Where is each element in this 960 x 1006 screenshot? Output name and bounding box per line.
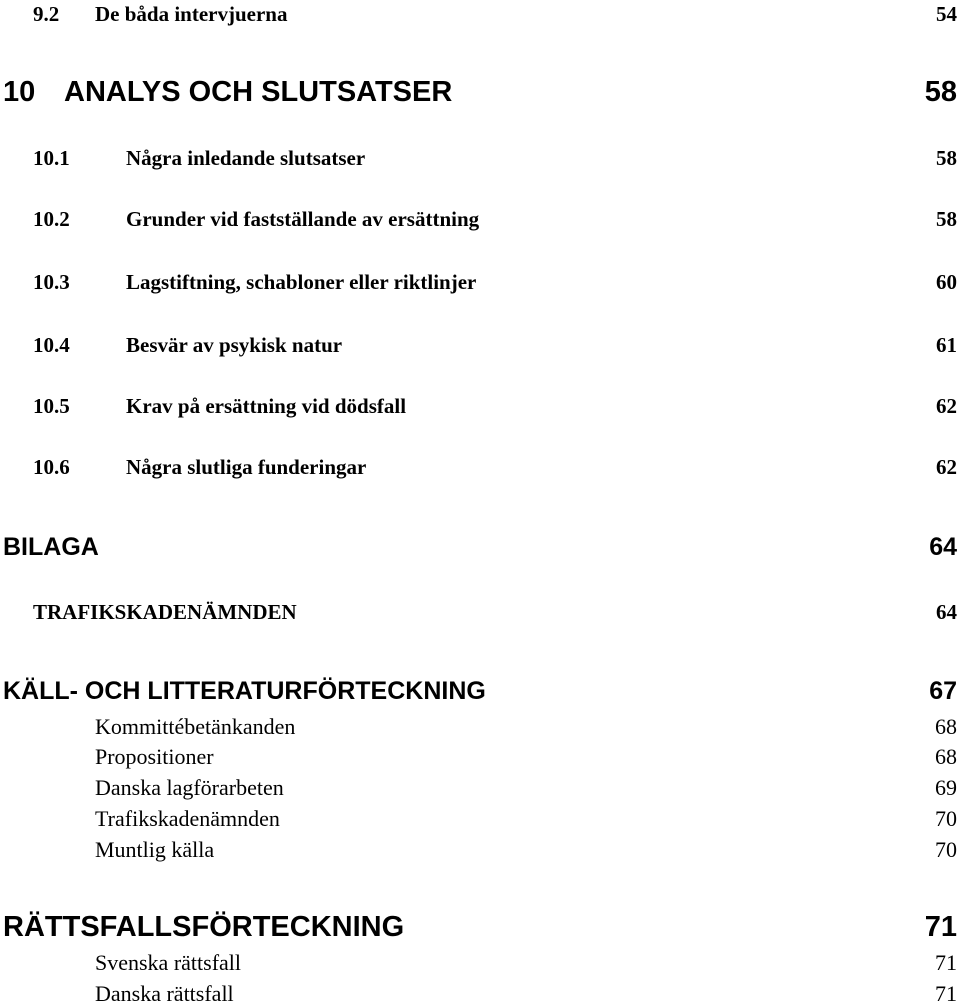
section-number: 10.5 [33, 394, 70, 418]
chapter-title: KÄLL- OCH LITTERATURFÖRTECKNING [3, 677, 486, 705]
section-title: TRAFIKSKADENÄMNDEN [33, 600, 297, 624]
page-number: 69 [935, 775, 957, 800]
section-title: De båda intervjuerna [95, 2, 288, 26]
page-number: 60 [936, 270, 957, 294]
section-number: 10.6 [33, 455, 70, 479]
chapter-title: BILAGA [3, 533, 99, 561]
page-number: 71 [935, 950, 957, 975]
page-number: 58 [936, 207, 957, 231]
section-number: 10.1 [33, 146, 70, 170]
entry-title: Muntlig källa [95, 837, 215, 862]
section-number: 9.2 [33, 2, 60, 26]
section-number: 10.4 [33, 333, 70, 357]
page-number: 54 [936, 2, 957, 26]
page-number: 71 [935, 981, 957, 1006]
entry-title: Danska lagförarbeten [95, 775, 284, 800]
entry-title: Kommittébetänkanden [95, 714, 296, 739]
page-number: 71 [924, 911, 957, 943]
chapter-title: ANALYS OCH SLUTSATSER [64, 76, 453, 108]
page-number: 64 [936, 600, 957, 624]
entry-title: Danska rättsfall [95, 981, 234, 1006]
section-title: Krav på ersättning vid dödsfall [126, 394, 407, 418]
page-number: 58 [936, 146, 957, 170]
section-title: Grunder vid fastställande av ersättning [126, 207, 480, 231]
page-number: 62 [936, 455, 957, 479]
page-number: 67 [929, 677, 957, 705]
chapter-title: RÄTTSFALLSFÖRTECKNING [3, 911, 405, 943]
section-title: Lagstiftning, schabloner eller riktlinjer [126, 270, 477, 294]
page-number: 64 [929, 533, 957, 561]
page-number: 70 [935, 837, 957, 862]
page-number: 68 [935, 744, 957, 769]
chapter-number: 10 [3, 76, 36, 108]
page-number: 68 [935, 714, 957, 739]
page-number: 62 [936, 394, 957, 418]
entry-title: Svenska rättsfall [95, 950, 242, 975]
section-title: Besvär av psykisk natur [126, 333, 343, 357]
page-number: 61 [936, 333, 957, 357]
section-number: 10.3 [33, 270, 70, 294]
entry-title: Trafikskadenämnden [95, 806, 280, 831]
section-title: Några slutliga funderingar [126, 455, 367, 479]
page-number: 70 [935, 806, 957, 831]
entry-title: Propositioner [95, 744, 214, 769]
section-title: Några inledande slutsatser [126, 146, 366, 170]
page-number: 58 [924, 76, 957, 108]
section-number: 10.2 [33, 207, 70, 231]
